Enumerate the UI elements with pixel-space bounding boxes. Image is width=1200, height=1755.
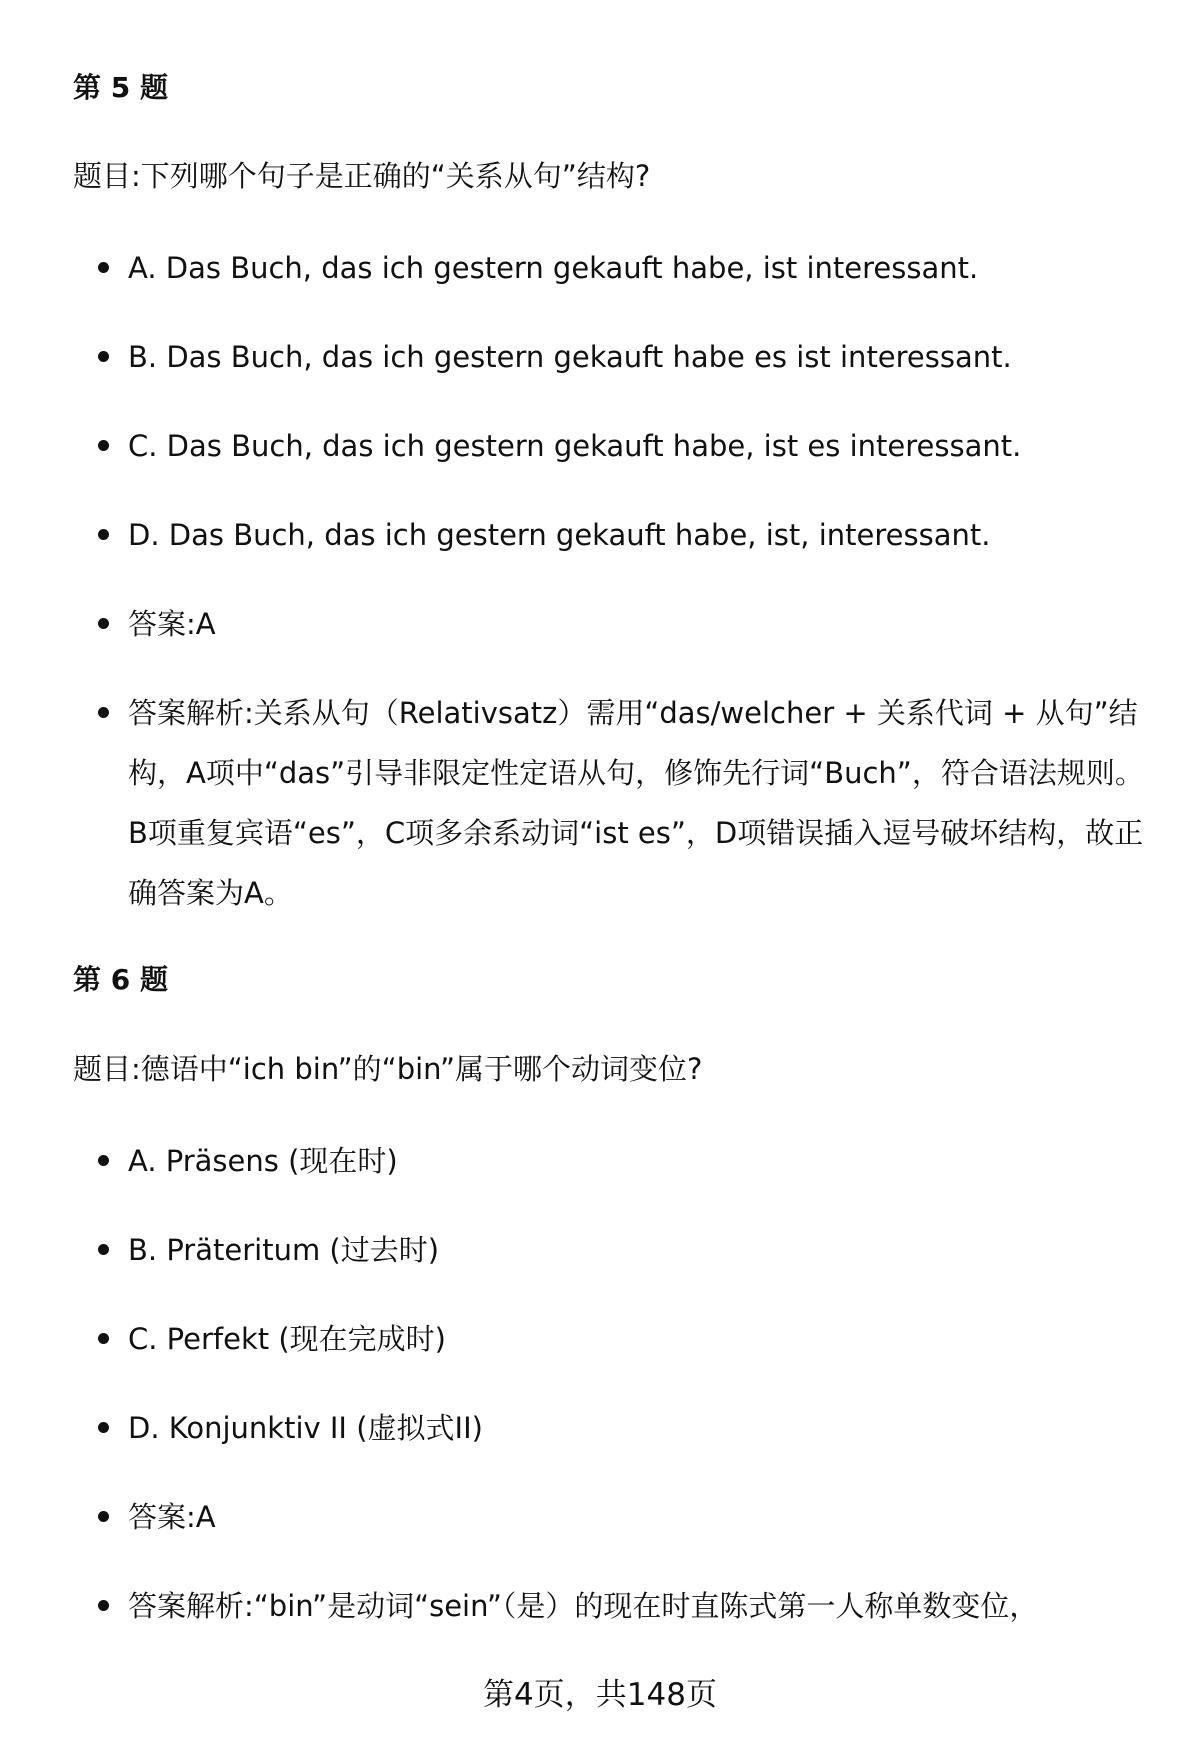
bullet-icon <box>98 1422 109 1433</box>
option-text: B. Das Buch, das ich gestern gekauft habe es ist interessant. <box>128 340 1012 374</box>
question-5-stem: 题目:下列哪个句子是正确的“关系从句”结构? <box>73 159 651 193</box>
answer-text: 答案:A <box>128 1500 216 1534</box>
bullet-icon <box>98 440 109 451</box>
question-5-option-a <box>98 238 1158 298</box>
page-number: 第4页，共148页 <box>483 1677 717 1713</box>
question-6-option-a <box>98 1131 1158 1191</box>
bullet-icon <box>98 262 109 273</box>
question-6-option-c <box>98 1309 1158 1369</box>
question-5-explanation <box>98 683 1158 923</box>
option-text: D. Konjunktiv II (虚拟式II) <box>128 1411 483 1445</box>
question-6-answer <box>98 1487 1158 1547</box>
bullet-icon <box>98 1600 109 1611</box>
bullet-icon <box>98 1511 109 1522</box>
bullet-icon <box>98 1155 109 1166</box>
question-5-heading: 第 5 题 <box>73 71 168 104</box>
bullet-icon <box>98 1244 109 1255</box>
question-6-heading: 第 6 题 <box>73 963 168 996</box>
bullet-icon <box>98 351 109 362</box>
question-6-explanation <box>98 1576 1158 1636</box>
option-text: C. Das Buch, das ich gestern gekauft habe, ist es interessant. <box>128 429 1022 463</box>
option-text: A. Präsens (现在时) <box>128 1144 398 1178</box>
bullet-icon <box>98 618 109 629</box>
question-5-option-c <box>98 416 1158 476</box>
answer-text: 答案:A <box>128 607 216 641</box>
bullet-icon <box>98 529 109 540</box>
explanation-text: 答案解析:“bin”是动词“sein”（是）的现在时直陈式第一人称单数变位， <box>128 1589 1039 1623</box>
bullet-icon <box>98 1333 109 1344</box>
option-text: B. Präteritum (过去时) <box>128 1233 440 1267</box>
option-text: C. Perfekt (现在完成时) <box>128 1322 446 1356</box>
question-6-option-b <box>98 1220 1158 1280</box>
question-5-option-b <box>98 327 1158 387</box>
explanation-text: 答案解析:关系从句（Relativsatz）需用“das/welcher + 关系代词 + 从句”结构，A项中“das”引导非限定性定语从句，修饰先行词“Buch”，符合语法规则。B项重复宾语“es”，C项多余系动词“ist es”，D项错误插入逗号破坏结构，故正确答案为A。 <box>128 696 1144 910</box>
question-6-stem: 题目:德语中“ich bin”的“bin”属于哪个动词变位? <box>73 1052 703 1086</box>
option-text: D. Das Buch, das ich gestern gekauft habe, ist, interessant. <box>128 518 991 552</box>
question-5-answer <box>98 594 1158 654</box>
question-6-option-d <box>98 1398 1158 1458</box>
bullet-icon <box>98 707 109 718</box>
option-text: A. Das Buch, das ich gestern gekauft habe, ist interessant. <box>128 251 979 285</box>
question-5-option-d <box>98 505 1158 565</box>
